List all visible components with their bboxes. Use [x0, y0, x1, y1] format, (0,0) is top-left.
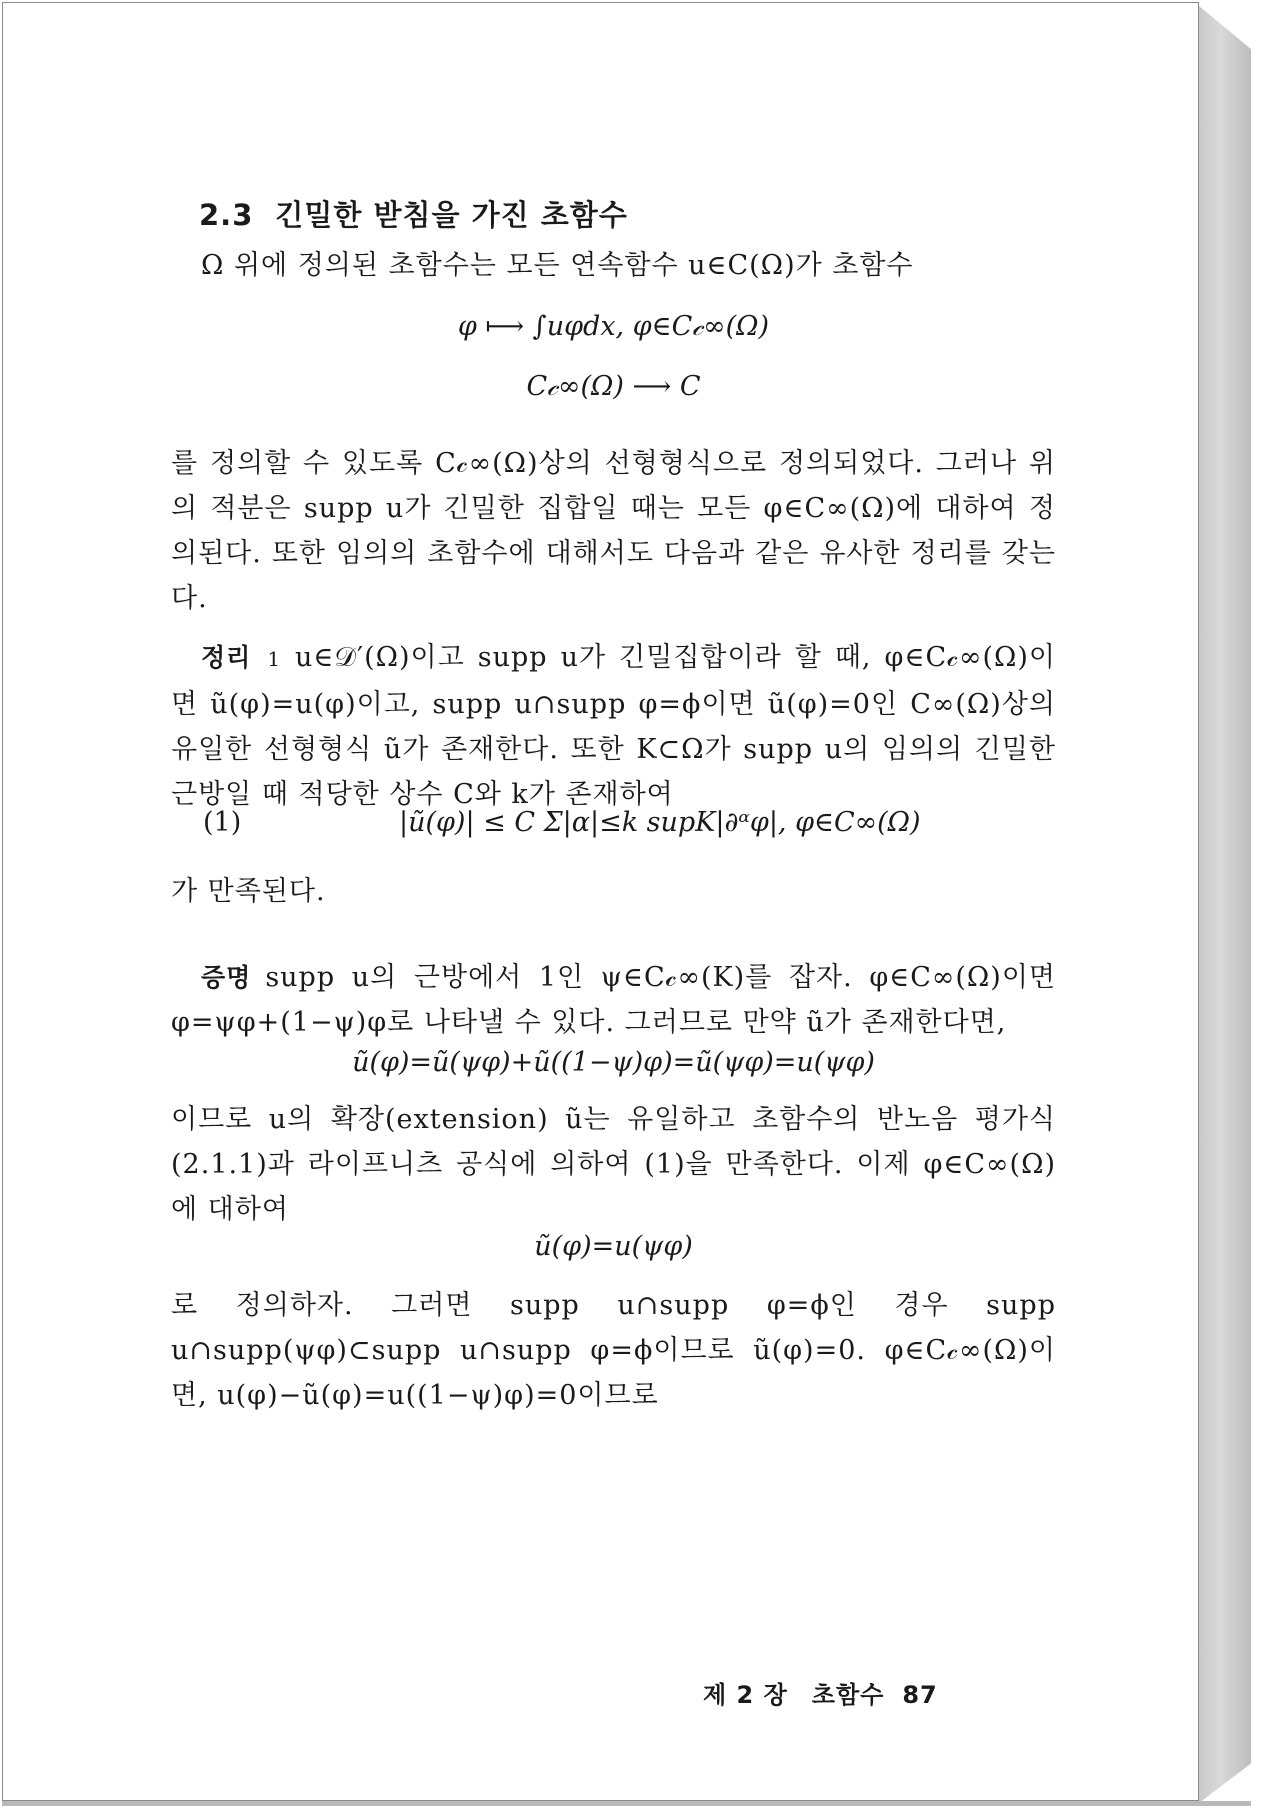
- proof-label: 증명: [201, 963, 252, 992]
- theorem-number: 1: [267, 647, 282, 671]
- footer-chapter-title: 초함수: [811, 1681, 885, 1709]
- intro-line: Ω 위에 정의된 초함수는 모든 연속함수 u∈C(Ω)가 초함수: [201, 250, 914, 281]
- section-title: 긴밀한 받침을 가진 초함수: [275, 198, 628, 232]
- equation-1-tag: (1): [203, 807, 242, 838]
- equation-map-integral: φ ⟼ ∫uφdx, φ∈C𝒸∞(Ω): [457, 311, 770, 342]
- section-heading: [199, 193, 628, 234]
- proof: [171, 955, 1056, 1045]
- book-page: [2, 2, 1199, 1801]
- paragraph-1: 를 정의할 수 있도록 C𝒸∞(Ω)상의 선형형식으로 정의되었다. 그러나 위의 적분은 supp u가 긴밀한 집합일 때는 모든 φ∈C∞(Ω)에 대하여 정의된다. 또한 임의의 초함수에 대해서도 다음과 같은 유사한 정리를 갖는다.: [171, 448, 1056, 614]
- page-bottom-edge: [2, 1801, 1251, 1806]
- after-equation-1: 가 만족된다.: [171, 876, 326, 907]
- theorem-text: u∈𝒟′(Ω)이고 supp u가 긴밀집합이라 할 때, φ∈C𝒸∞(Ω)이면 ũ(φ)=u(φ)이고, supp u∩supp φ=ϕ이면 ũ(φ)=0인 C∞(Ω)상의 유일한 선형형식 ũ가 존재한다. 또한 K⊂Ω가 supp u의 임의의 긴밀한 근방일 때 적당한 상수 C와 k가 존재하여: [171, 642, 1056, 810]
- page-footer: [703, 1675, 938, 1710]
- footer-chapter: 제 2 장: [703, 1681, 788, 1709]
- proof-text: supp u의 근방에서 1인 ψ∈C𝒸∞(K)를 잡자. φ∈C∞(Ω)이면 φ=ψφ+(1−ψ)φ로 나타낼 수 있다. 그러므로 만약 ũ가 존재한다면,: [171, 962, 1056, 1038]
- equation-3: ũ(φ)=u(ψφ): [534, 1231, 693, 1262]
- paragraph-2: 이므로 u의 확장(extension) ũ는 유일하고 초함수의 반노음 평가식(2.1.1)과 라이프니츠 공식에 의하여 (1)을 만족한다. 이제 φ∈C∞(Ω)에 대하여: [171, 1104, 1056, 1225]
- page-stack-edge: [1199, 6, 1251, 1803]
- section-number: 2.3: [199, 198, 254, 232]
- equation-map-codomain: C𝒸∞(Ω) ⟶ C: [526, 371, 701, 402]
- equation-2: ũ(φ)=ũ(ψφ)+ũ((1−ψ)φ)=ũ(ψφ)=u(ψφ): [352, 1047, 875, 1078]
- page-number: 87: [902, 1681, 938, 1709]
- paragraph-3: 로 정의하자. 그러면 supp u∩supp φ=ϕ인 경우 supp u∩supp(ψφ)⊂supp u∩supp φ=ϕ이므로 ũ(φ)=0. φ∈C𝒸∞(Ω)이면, u(φ)−ũ(φ)=u((1−ψ)φ)=0이므로: [171, 1290, 1056, 1411]
- theorem-1: [171, 635, 1056, 817]
- equation-1-body: |ũ(φ)| ≤ C Σ|α|≤k supK|∂ᵅφ|, φ∈C∞(Ω): [399, 807, 921, 838]
- theorem-label: 정리: [201, 643, 252, 672]
